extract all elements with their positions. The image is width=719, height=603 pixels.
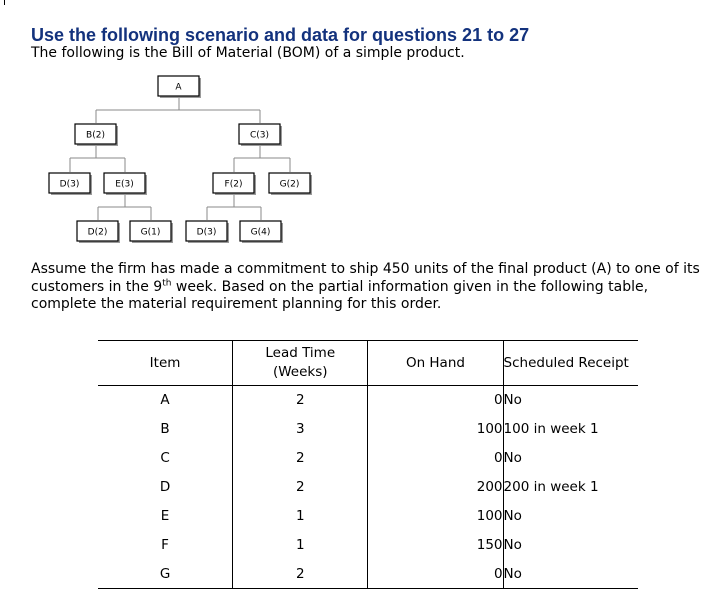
cell-on-hand: 100 — [368, 415, 503, 444]
bom-node-c — [239, 124, 282, 146]
connector-f — [207, 193, 261, 220]
bom-node-e-label: E(3) — [115, 179, 134, 190]
cell-lead-time: 3 — [233, 415, 368, 444]
bom-node-d-top-label: D(3) — [59, 179, 80, 190]
cell-scheduled-receipt: No — [503, 444, 638, 473]
bom-node-b-label: B(2) — [86, 130, 105, 141]
page-title: Use the following scenario and data for questions 21 to 27 — [31, 25, 530, 45]
scenario-text-part2: week. Based on the partial information given in the following table, complete the material requirement planning for this order. — [31, 278, 649, 312]
cell-lead-time: 2 — [233, 473, 368, 502]
bom-node-g-top — [269, 173, 312, 195]
bom-node-d-top — [49, 173, 92, 195]
connector-a — [96, 97, 260, 123]
header-item: Item — [98, 341, 233, 386]
cell-item: C — [160, 450, 170, 466]
bom-node-d-under-e-label: D(2) — [87, 227, 108, 238]
bom-node-g-under-f-label: G(4) — [250, 227, 271, 238]
bom-node-g-under-e-label: G(1) — [140, 227, 161, 238]
header-scheduled-receipt: Scheduled Receipt — [503, 341, 638, 386]
cell-lead-time: 2 — [233, 560, 368, 589]
table-row — [98, 560, 638, 589]
cell-item: G — [98, 560, 233, 589]
cell-scheduled-receipt: 200 in week 1 — [503, 473, 638, 502]
bom-node-b — [75, 124, 118, 146]
cell-scheduled-receipt: No — [503, 560, 638, 589]
cell-lead-time: 1 — [233, 531, 368, 560]
scenario-superscript: th — [162, 277, 172, 288]
table-row — [98, 386, 638, 415]
connector-e — [98, 193, 151, 220]
bom-node-g-under-e — [130, 221, 173, 243]
cell-lead-time: 2 — [233, 444, 368, 473]
bom-node-g-top-label: G(2) — [279, 179, 300, 190]
cell-on-hand: 0 — [368, 386, 503, 415]
table-row — [98, 444, 638, 473]
cell-on-hand: 100 — [368, 502, 503, 531]
mrp-data-table — [98, 340, 638, 589]
cell-scheduled-receipt: No — [503, 386, 638, 415]
cell-lead-time: 2 — [233, 386, 368, 415]
page-subtitle: The following is the Bill of Material (BOM) of a simple product. — [31, 45, 465, 61]
cell-on-hand: 0 — [368, 444, 503, 473]
table-row — [98, 415, 638, 444]
scenario-paragraph — [31, 261, 711, 314]
header-lead-time — [233, 341, 368, 386]
cell-item: D — [159, 479, 171, 495]
cell-scheduled-receipt: No — [503, 502, 638, 531]
bom-tree-diagram — [0, 0, 719, 255]
bom-node-a — [158, 76, 201, 98]
cell-item: E — [160, 508, 170, 524]
header-on-hand: On Hand — [368, 341, 503, 386]
header-lead-time-line2: (Weeks) — [272, 364, 328, 380]
cell-scheduled-receipt: No — [503, 531, 638, 560]
cell-on-hand: 150 — [368, 531, 503, 560]
cell-on-hand: 0 — [368, 560, 503, 589]
cell-scheduled-receipt: 100 in week 1 — [503, 415, 638, 444]
table-row — [98, 531, 638, 560]
cell-item: A — [160, 392, 170, 409]
bom-node-d-under-f — [186, 221, 229, 243]
table-row — [98, 502, 638, 531]
cell-lead-time: 1 — [233, 502, 368, 531]
cell-on-hand: 200 — [368, 473, 503, 502]
bom-node-e — [104, 173, 147, 195]
bom-node-d-under-f-label: D(3) — [196, 227, 217, 238]
bom-connectors — [70, 97, 290, 220]
header-lead-time-line1: Lead Time — [265, 345, 336, 361]
cell-item: B — [160, 421, 170, 437]
connector-b — [70, 145, 125, 172]
bom-node-a-label: A — [175, 82, 182, 93]
table-header-row — [98, 341, 638, 386]
cell-item: F — [161, 537, 169, 553]
bom-node-f — [213, 173, 256, 195]
connector-c — [234, 145, 290, 172]
scenario-text-part1: Assume the firm has made a commitment to ship 450 units of the final product (A) to one of its customers in the 9 — [31, 261, 700, 295]
bom-node-c-label: C(3) — [249, 130, 270, 141]
bom-node-d-under-e — [77, 221, 120, 243]
bom-node-f-label: F(2) — [224, 179, 243, 190]
bom-node-g-under-f — [240, 221, 283, 243]
table-row — [98, 473, 638, 502]
